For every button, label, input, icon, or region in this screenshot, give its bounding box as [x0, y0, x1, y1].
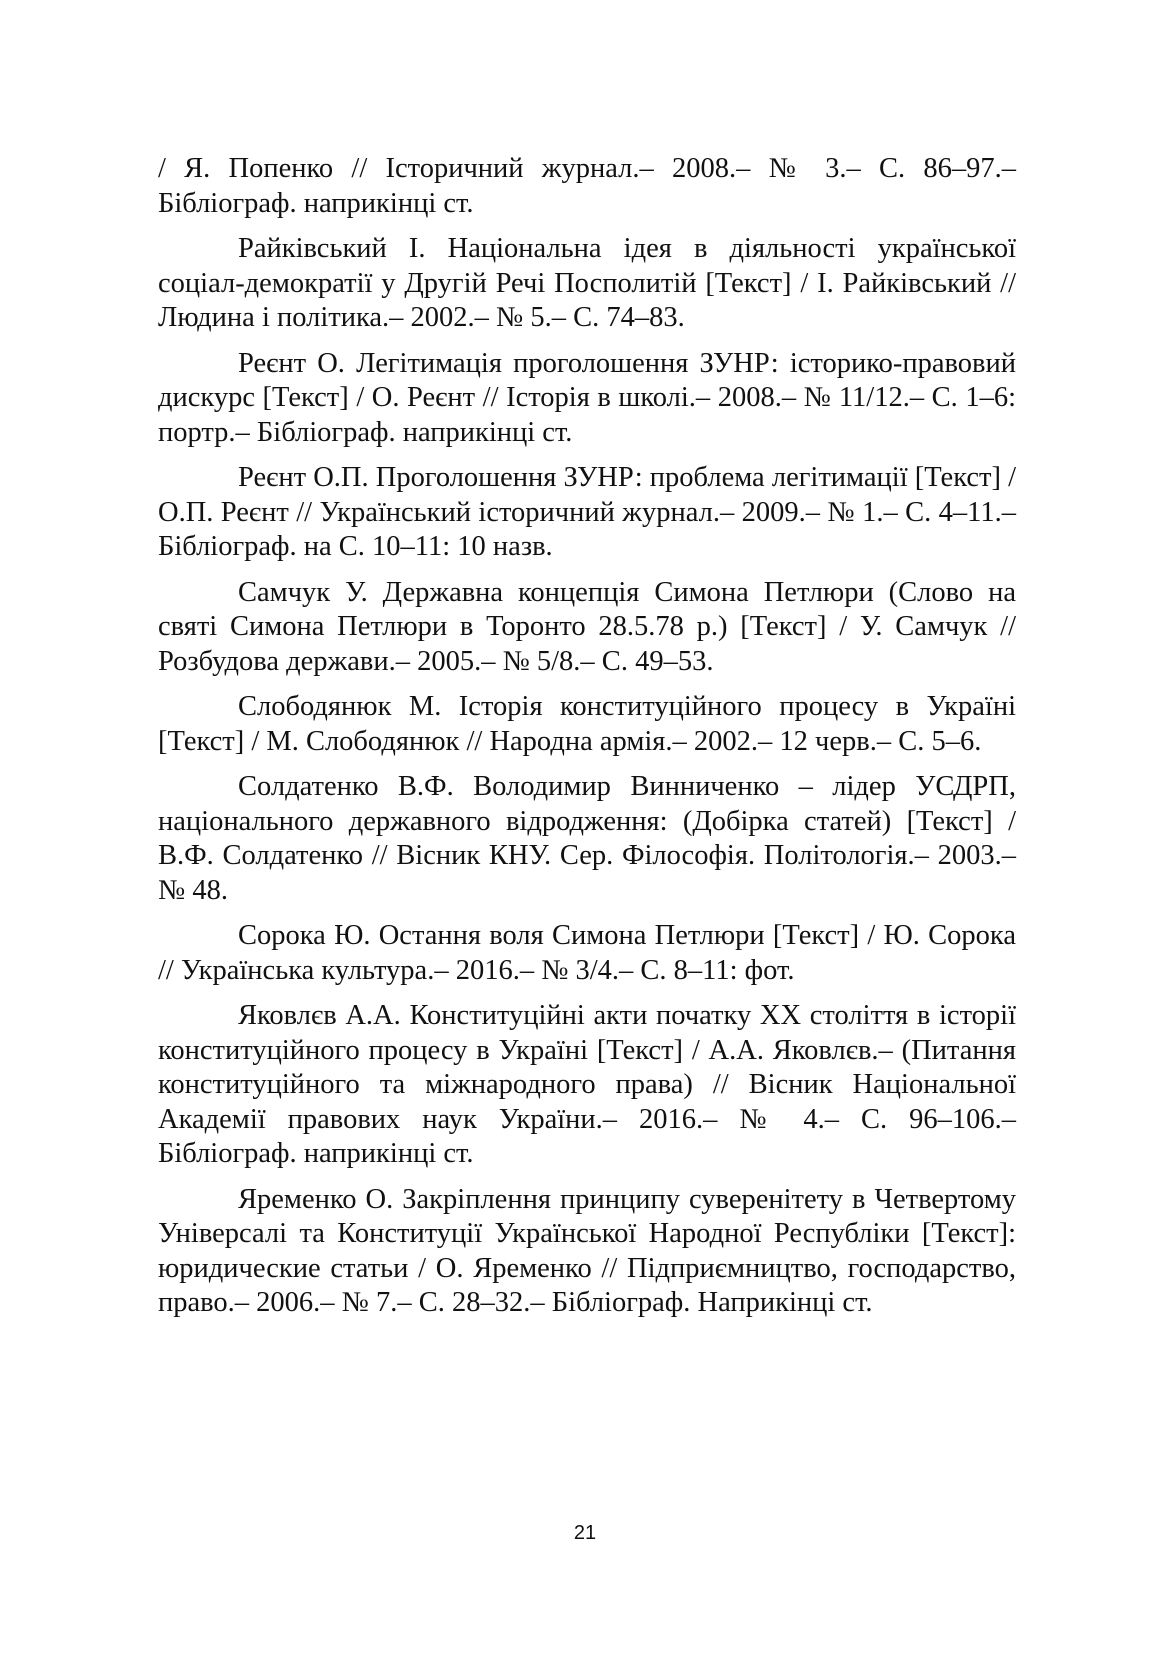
bibliography-entry: Райківський І. Національна ідея в діяльності української соціал-демократії у Другій Речі Посполитій [Текст] / І. Райківський // Людина і політика.– 2002.– № 5.– С. 74–83.	[158, 233, 1016, 333]
bibliography-entry: Реєнт О.П. Проголошення ЗУНР: проблема легітимації [Текст] / О.П. Реєнт // Український історичний журнал.– 2009.– № 1.– С. 4–11.– Бібліограф. на С. 10–11: 10 назв.	[158, 462, 1016, 562]
bibliography-entry: Яременко О. Закріплення принципу суверенітету в Четвертому Універсалі та Конституції Української Народної Республіки [Текст]: юридические статьи / О. Яременко // Підприємництво, господарство, право.– 2006.– № 7.– С. 28–32.– Бібліограф. Наприкінці ст.	[158, 1183, 1016, 1318]
bibliography-entry: / Я. Попенко // Історичний журнал.– 2008.– № 3.– С. 86–97.– Бібліограф. наприкінці ст.	[158, 153, 1016, 219]
bibliography-entry: Сорока Ю. Остання воля Симона Петлюри [Текст] / Ю. Сорока // Українська культура.– 2016.– № 3/4.– С. 8–11: фот.	[158, 920, 1016, 986]
bibliography-list	[158, 152, 1016, 1332]
bibliography-entry: Реєнт О. Легітимація проголошення ЗУНР: історико-правовий дискурс [Текст] / О. Реєнт // Історія в школі.– 2008.– № 11/12.– С. 1–6: портр.– Бібліограф. наприкінці ст.	[158, 347, 1016, 448]
bibliography-entry: Слободянюк М. Історія конституційного процесу в Україні [Текст] / М. Слободянюк // Народна армія.– 2002.– 12 черв.– С. 5–6.	[158, 691, 1016, 757]
bibliography-entry: Самчук У. Державна концепція Симона Петлюри (Слово на святі Симона Петлюри в Торонто 28.5.78 р.) [Текст] / У. Самчук // Розбудова держави.– 2005.– № 5/8.– С. 49–53.	[158, 576, 1016, 677]
bibliography-entry: Солдатенко В.Ф. Володимир Винниченко – лідер УСДРП, національного державного відродження: (Добірка статей) [Текст] / В.Ф. Солдатенко // Вісник КНУ. Сер. Філософія. Політологія.– 2003.– № 48.	[158, 771, 1016, 906]
bibliography-entry: Яковлєв А.А. Конституційні акти початку XX століття в історії конституційного процесу в Україні [Текст] / А.А. Яковлєв.– (Питання конституційного та міжнародного права) // Вісник Національної Академії правових наук України.– 2016.– № 4.– С. 96–106.– Бібліограф. наприкінці ст.	[158, 1000, 1016, 1169]
page-number: 21	[573, 1522, 597, 1544]
